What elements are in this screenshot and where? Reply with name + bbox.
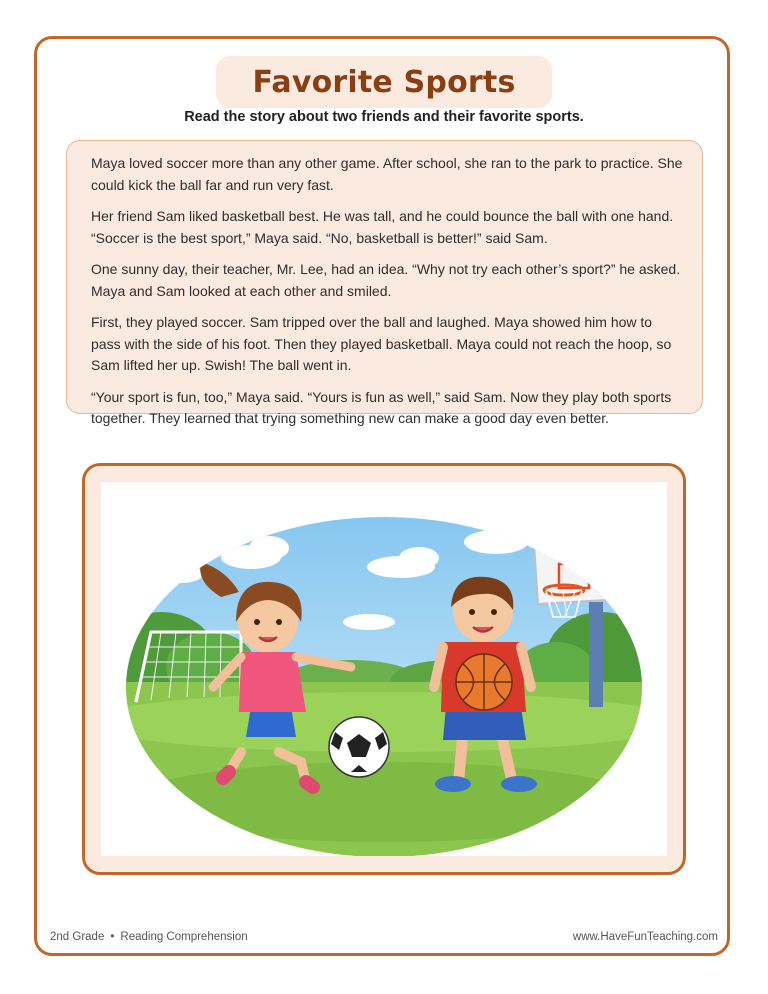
soccer-ball-icon [329, 717, 389, 777]
footer-grade: 2nd Grade [50, 931, 105, 943]
footer-website: www.HaveFunTeaching.com [572, 931, 718, 943]
title-banner [216, 56, 552, 108]
story-paragraph-1: Maya loved soccer more than any other game. After school, she ran to the park to practice. She could kick the ball far and run very fast. [91, 155, 683, 193]
footer-separator: • [110, 931, 115, 943]
footer-grade-subject [50, 931, 248, 943]
illustration [101, 482, 667, 856]
story-box [66, 140, 703, 426]
instructions: Read the story about two friends and their favorite sports. [184, 109, 584, 125]
page-title: Favorite Sports [252, 64, 516, 100]
illustration-frame [82, 463, 686, 875]
story-paragraph-5: “Your sport is fun, too,” Maya said. “Yours is fun as well,” said Sam. Now they play both sports together. They learned that trying something new can make a good day even better. [91, 388, 672, 426]
story-paragraph-2: Her friend Sam liked basketball best. He was tall, and he could bounce the ball with one hand. “Soccer is the best sport,” Maya said. “No, basketball is better!” said Sam. [91, 208, 674, 246]
footer-subject: Reading Comprehension [120, 931, 248, 943]
story-paragraph-4: First, they played soccer. Sam tripped over the ball and laughed. Maya showed him how to pass with the side of his foot. Then they played basketball. Maya could not reach the hoop, so Sam lifted her up. Swish! The ball went in. [91, 314, 672, 373]
sports-illustration [101, 482, 667, 856]
story-paragraph-3: One sunny day, their teacher, Mr. Lee, had an idea. “Why not try each other’s sport?” he asked. Maya and Sam looked at each other and smiled. [91, 261, 681, 299]
